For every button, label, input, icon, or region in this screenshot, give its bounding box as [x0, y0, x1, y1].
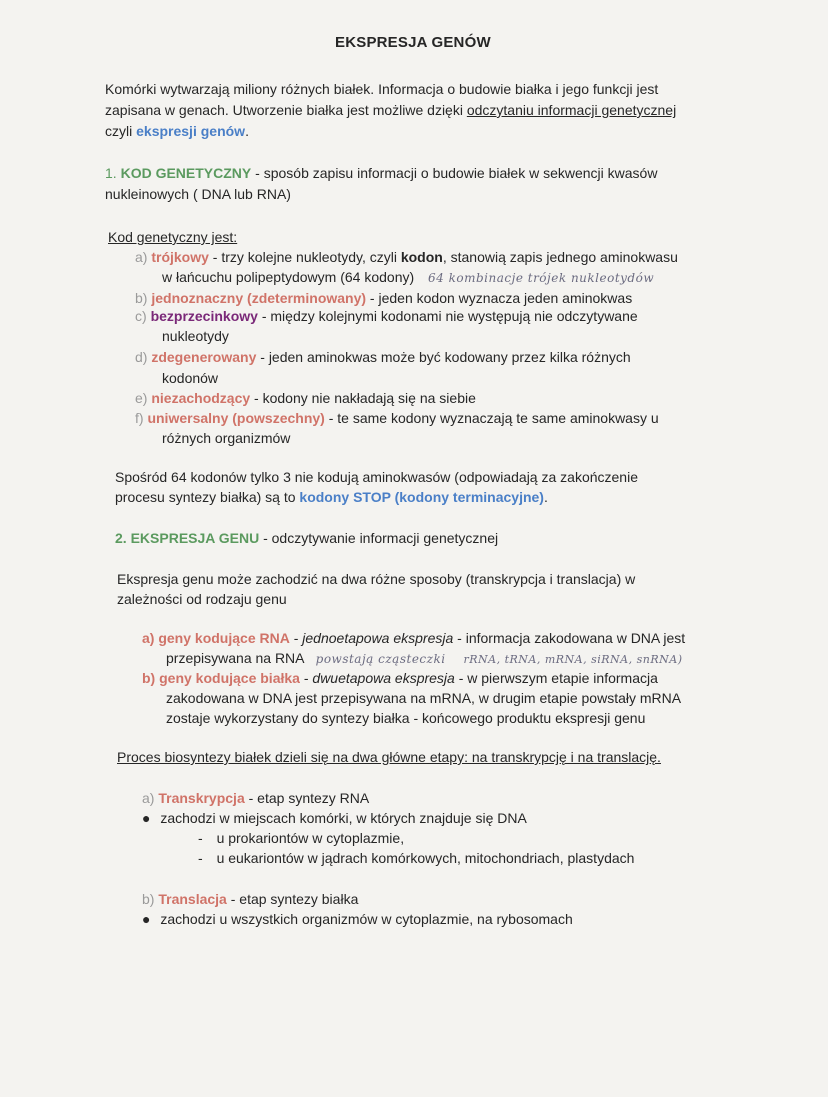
- stop-line-1: Spośród 64 kodonów tylko 3 nie kodują aminokwasów (odpowiadają za zakończenie: [115, 469, 638, 485]
- dash-icon: -: [198, 830, 203, 846]
- intro-keyword: ekspresji genów: [136, 123, 246, 139]
- intro-line-3-text: czyli: [105, 123, 137, 139]
- translation-bullet-text: zachodzi u wszystkich organizmów w cytoplazmie, na rybosomach: [160, 911, 573, 927]
- feature-f-term: uniwersalny (powszechny): [147, 410, 325, 426]
- feature-d-term: zdegenerowany: [151, 349, 257, 365]
- gene-a-desc: - informacja zakodowana w DNA jest: [453, 630, 686, 646]
- gene-a-sep: -: [289, 630, 303, 646]
- gene-b-line-2: zakodowana w DNA jest przepisywana na mRNA, w drugim etapie powstały mRNA: [166, 690, 682, 706]
- gene-b-marker: b): [142, 670, 156, 686]
- gene-type-a: [142, 628, 685, 648]
- translation-term: Translacja: [158, 891, 227, 907]
- feature-d: [135, 347, 631, 367]
- gene-a-cont: [166, 648, 683, 670]
- feature-d-cont: kodonów: [162, 370, 219, 386]
- intro-line-3-end: .: [245, 123, 249, 139]
- translation-heading: [142, 889, 358, 909]
- feature-b: [135, 288, 632, 308]
- gene-a-handwritten-note-2: rRNA, tRNA, mRNA, siRNA, snRNA): [463, 653, 683, 666]
- feature-c: [135, 306, 638, 326]
- feature-c-desc: - między kolejnymi kodonami nie występują nie odczytywane: [257, 308, 638, 324]
- feature-f-cont: różnych organizmów: [162, 430, 291, 446]
- translation-desc: - etap syntezy białka: [226, 891, 359, 907]
- stop-line-2-end: .: [543, 489, 548, 505]
- feature-d-marker: d): [135, 349, 148, 365]
- translation-marker: b): [142, 891, 155, 907]
- feature-a-cont-text: w łańcuchu polipeptydowym (64 kodony): [162, 269, 415, 285]
- feature-b-desc: - jeden kodon wyznacza jeden aminokwas: [366, 290, 633, 306]
- feature-e-term: niezachodzący: [151, 390, 251, 406]
- section-2-number: 2.: [115, 530, 127, 546]
- section-1-heading: [105, 163, 657, 183]
- feature-e-marker: e): [135, 390, 148, 406]
- gene-b-term: geny kodujące białka: [159, 670, 300, 686]
- section-2-title: EKSPRESJA GENU: [130, 530, 260, 546]
- feature-f-marker: f): [135, 410, 144, 426]
- gene-b-sep: -: [299, 670, 313, 686]
- feature-a-keyword: kodon: [400, 249, 443, 265]
- section-1-title: KOD GENETYCZNY: [120, 165, 252, 181]
- feature-e: [135, 388, 476, 408]
- feature-c-marker: c): [135, 308, 147, 324]
- feature-a-marker: a): [135, 249, 148, 265]
- intro-line-1: Komórki wytwarzają miliony różnych białek. Informacja o budowie białka i jego funkcji jest: [105, 81, 659, 97]
- feature-e-desc: - kodony nie nakładają się na siebie: [250, 390, 476, 406]
- transcription-sub-2-text: u eukariontów w jądrach komórkowych, mitochondriach, plastydach: [216, 850, 635, 866]
- intro-line-2-text: zapisana w genach. Utworzenie białka jest możliwe dzięki: [105, 102, 467, 118]
- transcription-sub-2: [198, 848, 634, 868]
- intro-line-3: [105, 121, 249, 141]
- code-is-label: Kod genetyczny jest:: [108, 229, 238, 245]
- stop-line-2-text: procesu syntezy białka) są to: [115, 489, 300, 505]
- section-2-desc: - odczytywanie informacji genetycznej: [259, 530, 499, 546]
- section-1-desc: - sposób zapisu informacji o budowie białek w sekwencji kwasów: [251, 165, 658, 181]
- translation-bullet: [142, 909, 573, 929]
- gene-a-handwritten-note: powstają cząsteczki: [315, 652, 446, 666]
- stop-line-2: [115, 487, 548, 507]
- section-1-line-2: nukleinowych ( DNA lub RNA): [105, 186, 291, 202]
- transcription-desc: - etap syntezy RNA: [244, 790, 370, 806]
- feature-b-marker: b): [135, 290, 148, 306]
- feature-a-handwritten-note: 64 kombinacje trójek nukleotydów: [428, 271, 655, 285]
- transcription-heading: [142, 788, 369, 808]
- gene-b-line-3: zostaje wykorzystany do syntezy białka - końcowego produktu ekspresji genu: [166, 710, 646, 726]
- bullet-icon: ●: [142, 911, 151, 927]
- feature-b-term: jednoznaczny (zdeterminowany): [151, 290, 367, 306]
- gene-type-b: [142, 668, 658, 688]
- bullet-icon: ●: [142, 810, 151, 826]
- feature-c-term: bezprzecinkowy: [150, 308, 258, 324]
- transcription-term: Transkrypcja: [158, 790, 245, 806]
- gene-a-cont-text: przepisywana na RNA: [166, 650, 304, 666]
- expr-line-2: zależności od rodzaju genu: [117, 591, 287, 607]
- gene-a-marker: a): [142, 630, 155, 646]
- transcription-bullet: [142, 808, 527, 828]
- transcription-bullet-text: zachodzi w miejscach komórki, w których znajduje się DNA: [160, 810, 527, 826]
- feature-a-desc-1: - trzy kolejne nukleotydy, czyli: [208, 249, 401, 265]
- feature-c-cont: nukleotydy: [162, 328, 229, 344]
- gene-b-desc: - w pierwszym etapie informacja: [454, 670, 658, 686]
- gene-a-term: geny kodujące RNA: [158, 630, 290, 646]
- gene-b-italic: dwuetapowa ekspresja: [312, 670, 455, 686]
- feature-a-cont: [162, 267, 654, 288]
- transcription-marker: a): [142, 790, 155, 806]
- feature-a-desc-2: , stanowią zapis jednego aminokwasu: [442, 249, 678, 265]
- process-statement: Proces biosyntezy białek dzieli się na dwa główne etapy: na transkrypcję i na translację.: [117, 749, 661, 765]
- dash-icon: -: [198, 850, 203, 866]
- feature-f-desc: - te same kodony wyznaczają te same aminokwasy u: [324, 410, 659, 426]
- transcription-sub-1: [198, 828, 404, 848]
- gene-a-italic: jednoetapowa ekspresja: [302, 630, 454, 646]
- stop-codons-keyword: kodony STOP (kodony terminacyjne): [299, 489, 544, 505]
- transcription-sub-1-text: u prokariontów w cytoplazmie,: [216, 830, 405, 846]
- feature-a: [135, 247, 678, 267]
- feature-d-desc: - jeden aminokwas może być kodowany przez kilka różnych: [256, 349, 631, 365]
- page-title: EKSPRESJA GENÓW: [335, 34, 491, 51]
- feature-a-term: trójkowy: [151, 249, 209, 265]
- section-1-number: 1.: [105, 165, 117, 181]
- intro-line-2: [105, 100, 676, 120]
- expr-line-1: Ekspresja genu może zachodzić na dwa różne sposoby (transkrypcja i translacja) w: [117, 571, 636, 587]
- section-2-heading: [115, 528, 498, 548]
- intro-underlined-phrase: odczytaniu informacji genetycznej: [466, 102, 677, 118]
- feature-f: [135, 408, 659, 428]
